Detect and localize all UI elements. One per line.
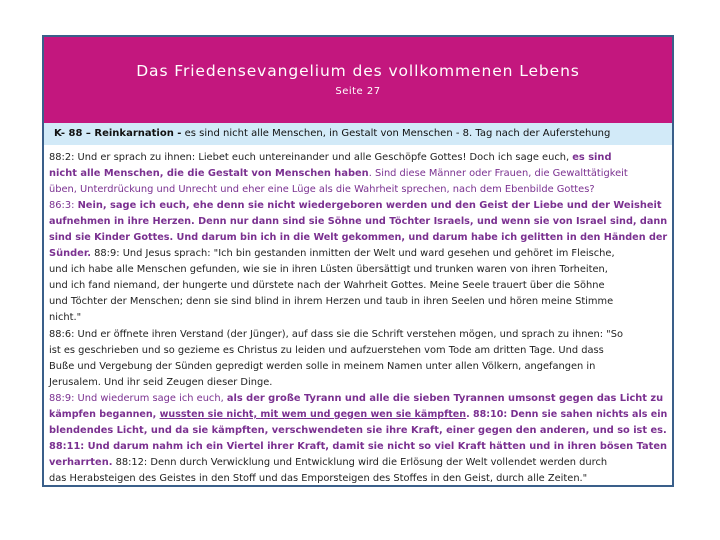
text-segment: . 88:10: Denn sie sahen nichts als ein (466, 408, 668, 420)
text-line (49, 455, 667, 471)
text-line (49, 198, 667, 214)
text-line (49, 359, 667, 375)
text-segment: blendendes Licht, und da sie kämpften, verschwendeten sie ihre Kraft, einer gegen den anderen, und so ist es. (49, 424, 667, 436)
text-line (49, 230, 668, 246)
page-title: Das Friedensevangelium des vollkommenen Lebens (136, 62, 580, 80)
text-line (49, 166, 667, 182)
text-segment: nicht." (49, 312, 82, 324)
text-line (49, 471, 667, 487)
chapter-day: 8. Tag nach der Auferstehung (462, 128, 611, 139)
text-segment: 88:11: Und darum nahm ich ein Viertel ihrer Kraft, damit sie nicht so viel Kraft hätten und in ihren bösen Taten (49, 440, 667, 452)
text-segment: es sind (572, 152, 612, 163)
text-line (49, 246, 667, 262)
text-line (49, 343, 667, 359)
text-segment: und Töchter der Menschen; denn sie sind blind in ihrem Herzen und taub in ihren Seelen und hören meine Stimme (49, 296, 614, 308)
text-line (49, 310, 667, 326)
text-line (49, 391, 667, 407)
text-line (49, 262, 667, 278)
text-segment: 88:2: Und er sprach zu ihnen: Liebet euch untereinander und alle Geschöpfe Gottes! Doch ich sage euch, (49, 152, 573, 163)
text-segment: üben, Unterdrückung und Unrecht und eher eine Lüge als die Wahrheit sprechen, nach dem Ebenbilde Gottes? (49, 184, 595, 196)
text-line (49, 407, 668, 423)
text-segment: Nein, sage ich euch, ehe denn sie nicht wiedergeboren werden und den Geist der Liebe und der Weisheit (77, 200, 662, 212)
text-segment: 88:6: Und er öffnete ihren Verstand (der Jünger), auf dass sie die Schrift verstehen mögen, und sprach zu ihnen: "So (49, 328, 623, 340)
text-segment: Jerusalem. Und ihr seid Zeugen dieser Dinge. (49, 376, 273, 388)
text-segment: Buße und Vergebung der Sünden gepredigt werden solle in meinem Namen unter allen Völkern, angefangen in (49, 360, 596, 372)
text-segment: . Sind diese Männer oder Frauen, die Gewalttätigkeit (368, 168, 628, 180)
chapter-bar (44, 123, 672, 145)
chapter-label: K- 88 – Reinkarnation - (54, 128, 182, 139)
scripture-text (49, 150, 667, 487)
text-segment: 86:3: (49, 200, 78, 212)
text-line (49, 423, 665, 439)
text-segment: wussten sie nicht, mit wem und gegen wen sie kämpften (159, 408, 467, 420)
text-line (49, 294, 667, 310)
text-segment: 88:12: Denn durch Verwicklung und Entwicklung wird die Erlösung der Welt vollendet werden durch (112, 456, 608, 468)
slide-frame (42, 35, 674, 487)
text-segment: sind sie Kinder Gottes. Und darum bin ich in die Welt gekommen, und darum habe ich gelitten in den Händen der (49, 232, 668, 244)
text-segment: das Herabsteigen des Geistes in den Stoff und das Emporsteigen des Stoffes in den Geist, durch alle Zeiten." (49, 472, 588, 484)
text-line (49, 278, 667, 294)
text-segment: ist es geschrieben und so gezieme es Christus zu leiden und aufzuerstehen vom Tode am dritten Tage. Und dass (49, 344, 604, 356)
text-segment: verharrten. (49, 456, 113, 468)
text-line (49, 182, 667, 198)
chapter-topic: es sind nicht alle Menschen, in Gestalt von Menschen - (184, 128, 460, 139)
text-segment: nicht alle Menschen, die die Gestalt von Menschen haben (49, 168, 369, 180)
text-segment: 88:9: Und Jesus sprach: "Ich bin gestanden inmitten der Welt und ward gesehen und gehöret im Fleische, (91, 248, 615, 260)
page-number: Seite 27 (335, 86, 381, 97)
text-line (49, 375, 667, 391)
text-segment: und ich fand niemand, der hungerte und dürstete nach der Wahrheit Gottes. Meine Seele trauert über die Söhne (49, 280, 605, 292)
text-segment: kämpfen begannen, (49, 408, 160, 420)
text-segment: 88:9: Und wiederum sage ich euch, (49, 392, 227, 404)
text-segment: und ich habe alle Menschen gefunden, wie sie in ihren Lüsten übersättigt und trunken waren von ihren Torheiten, (49, 264, 608, 276)
title-banner (44, 37, 672, 123)
text-line (49, 327, 667, 343)
text-line (49, 150, 667, 166)
text-line (49, 439, 666, 455)
text-line (49, 214, 668, 230)
text-segment: aufnehmen in ihre Herzen. Denn nur dann sind sie Söhne und Töchter Israels, und wenn sie von Israel sind, dann (49, 216, 668, 228)
text-segment: als der große Tyrann und alle die sieben Tyrannen umsonst gegen das Licht zu (226, 392, 664, 404)
text-segment: Sünder. (49, 248, 92, 260)
